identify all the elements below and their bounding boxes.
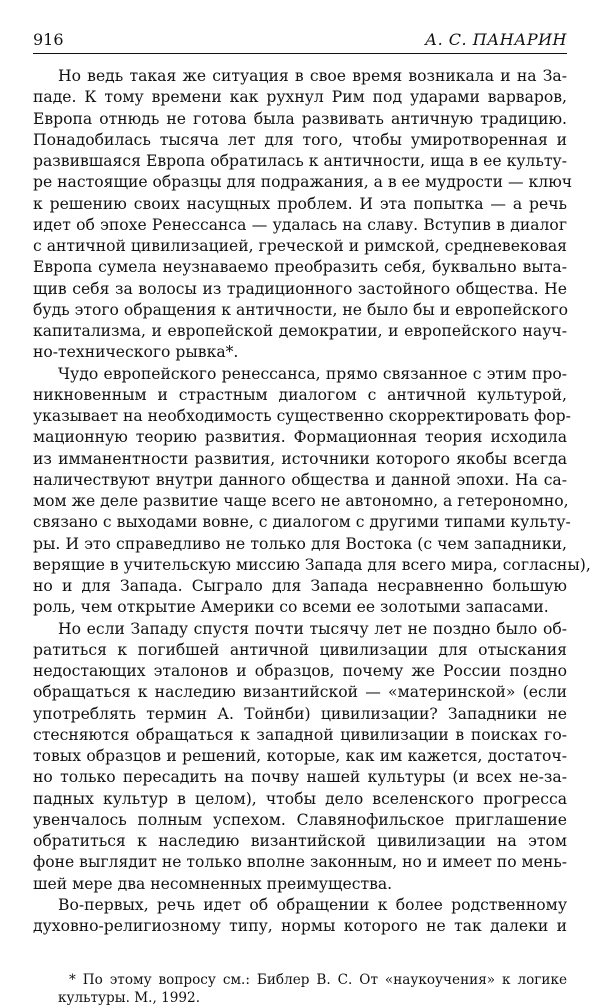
running-title: А. С. ПАНАРИН — [424, 30, 567, 49]
text-line: верящие в учительскую миссию Запада для всего мира, согласны), — [33, 555, 591, 574]
page-body — [33, 66, 591, 937]
paragraph — [33, 364, 591, 619]
footnote-line: * По этому вопросу см.: Библер В. С. От «наукоучения» к логике — [69, 972, 567, 989]
text-line: Европа сумела неузнаваемо преобразить себя, буквально выта- — [33, 258, 567, 277]
page-header — [33, 30, 567, 54]
text-line: идет об эпохе Ренессанса — удалась на славу. Вступив в диалог — [33, 215, 567, 234]
text-line: из имманентности развития, источники которого якобы всегда — [33, 449, 567, 468]
paragraph — [33, 619, 567, 895]
text-line: наличествуют внутри данного общества и данной эпохи. На са- — [33, 470, 567, 489]
text-line: будь этого обращения к античности, не было бы и европейского — [33, 300, 568, 319]
text-line: паде. К тому времени как рухнул Рим под ударами варваров, — [33, 88, 567, 107]
text-line: развившаяся Европа обратилась к античности, ища в ее культу- — [33, 152, 567, 170]
text-line: мационную теорию развития. Формационная теория исходила — [33, 428, 567, 447]
text-line: но и для Запада. Сыграло для Запада несравненно большую — [33, 577, 567, 595]
footnote — [33, 971, 567, 1007]
text-line: щив себя за волосы из традиционного застойного общества. Не — [33, 279, 567, 298]
text-line: с античной цивилизацией, греческой и римской, средневековая — [33, 237, 567, 255]
text-line: роль, чем открытие Америки со всеми ее золотыми запасами. — [33, 598, 549, 617]
text-line: шей мере два несомненных преимущества. — [33, 874, 393, 893]
text-line: Во-первых, речь идет об обращении к более родственному — [58, 895, 567, 914]
text-line: связано с выходами вовне, с диалогом с другими типами культу- — [33, 513, 571, 532]
text-line: Европа отнюдь не готова была развивать античную традицию. — [33, 109, 567, 128]
text-line: указывает на необходимость существенно скорректировать фор- — [33, 407, 571, 425]
text-line: Но ведь такая же ситуация в свое время возникала и на За- — [58, 67, 567, 85]
text-line: но только пересадить на почву нашей культуры (и всех не-за- — [33, 768, 567, 787]
text-line: к решению своих насущных проблем. И эта попытка — а речь — [33, 194, 567, 213]
text-line: увенчалось полным успехом. Славянофильское приглашение — [33, 810, 567, 829]
text-line: ратиться к погибшей античной цивилизации для отыскания — [33, 640, 567, 659]
text-line: стесняются обращаться к западной цивилизации в поисках го- — [33, 725, 567, 744]
text-line: Чудо европейского ренессанса, прямо связанное с этим про- — [58, 364, 567, 383]
page-number: 916 — [33, 30, 64, 49]
book-page — [33, 30, 591, 1007]
text-line: фоне выглядит не только вполне законным, но и имеет по мень- — [33, 853, 568, 872]
text-line: обращаться к наследию византийской — «материнской» (если — [33, 683, 567, 702]
text-line: ры. И это справедливо не только для Востока (с чем западники, — [33, 534, 567, 553]
text-line: Понадобилась тысяча лет для того, чтобы умиротворенная и — [33, 130, 567, 149]
text-line: недостающих эталонов и образцов, почему же России поздно — [33, 662, 567, 680]
text-line: обратиться к наследию византийской цивилизации на этом — [33, 832, 567, 850]
footnote-line: культуры. М., 1992. — [58, 990, 201, 1007]
text-line: употреблять термин А. Тойнби) цивилизации? Западники не — [33, 704, 567, 723]
text-line: ре настоящие образцы для подражания, а в ее мудрости — ключ — [33, 173, 573, 192]
paragraph — [33, 66, 573, 364]
text-line: Но если Западу спустя почти тысячу лет не поздно было об- — [58, 619, 567, 638]
text-line: мом же деле развитие чаще всего не автономно, а гетерономно, — [33, 492, 569, 510]
text-line: капитализма, и европейской демократии, и европейского науч- — [33, 322, 567, 340]
text-line: падных культур в целом), чтобы дело вселенского прогресса — [33, 789, 567, 808]
text-line: никновенным и страстным диалогом с античной культурой, — [33, 385, 567, 404]
text-line: но-технического рывка*. — [33, 343, 239, 362]
text-line: духовно-религиозному типу, нормы которого не так далеки и — [33, 917, 567, 935]
paragraph — [33, 895, 567, 938]
text-line: товых образцов и решений, которые, как им кажется, достаточ- — [33, 747, 567, 765]
